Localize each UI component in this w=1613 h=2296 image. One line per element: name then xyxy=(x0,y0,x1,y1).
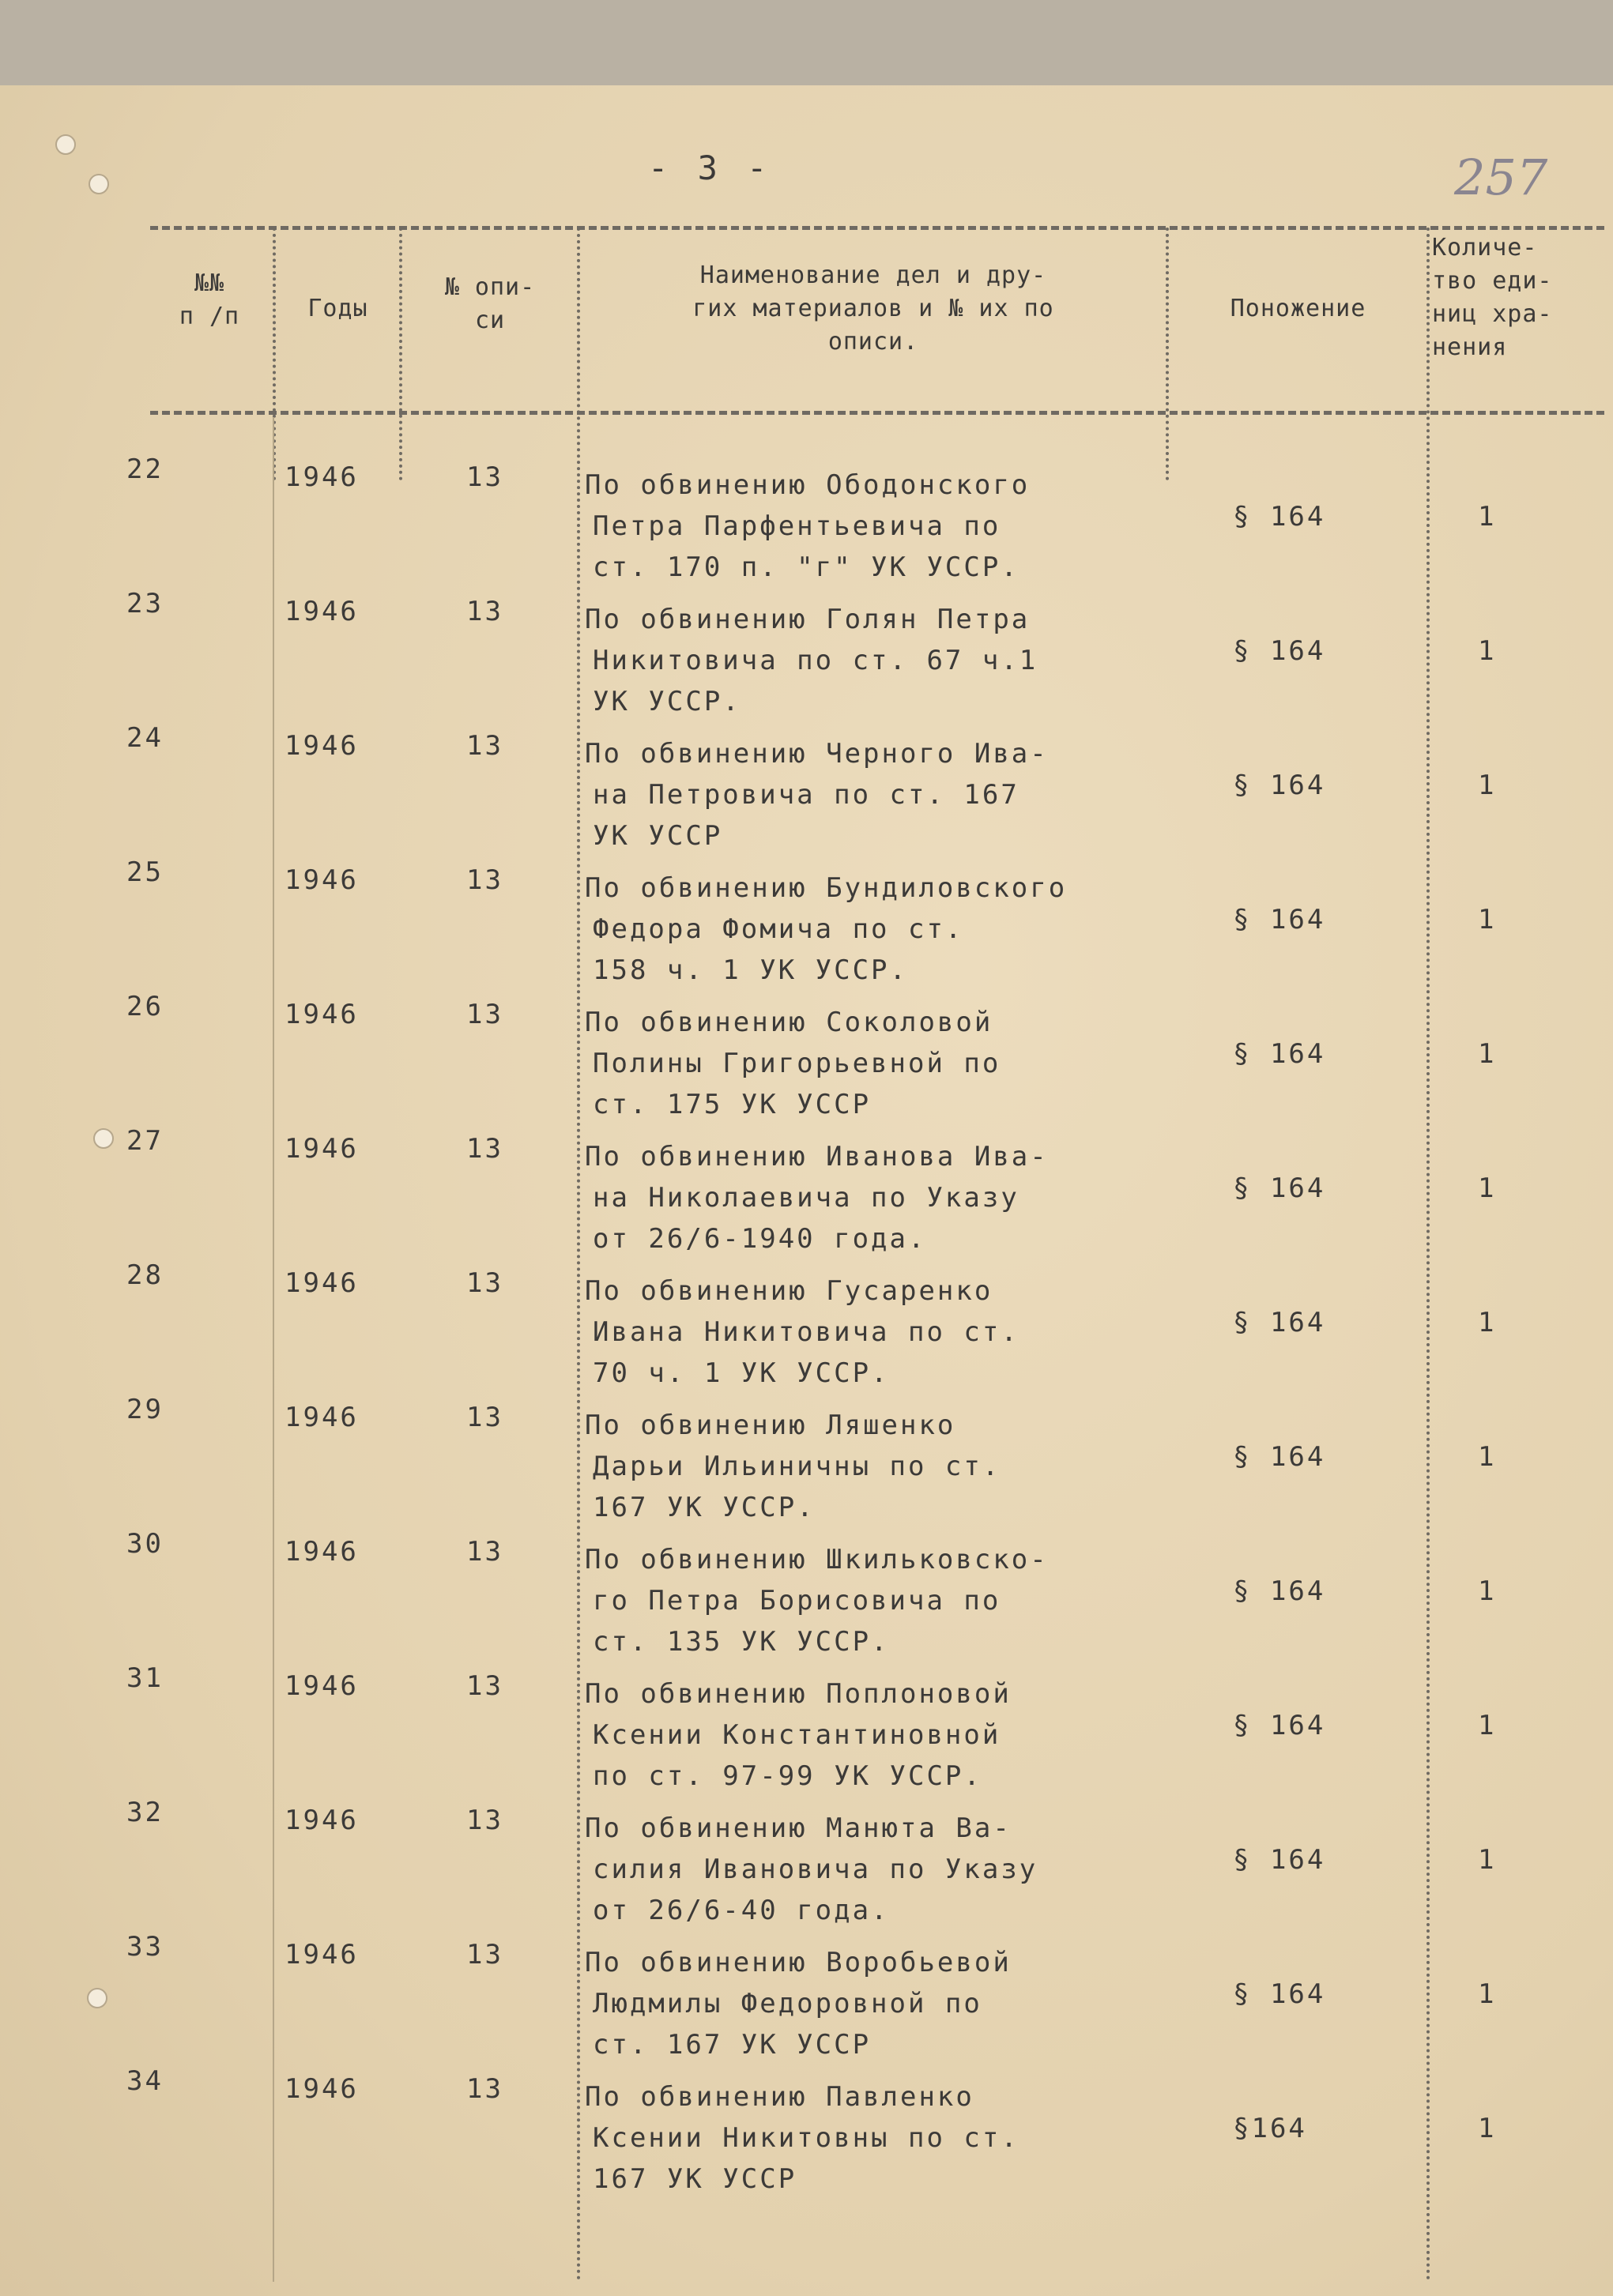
row-note: § 164 xyxy=(1233,1710,1326,1741)
row-title-line: УК УССР. xyxy=(593,686,741,717)
row-number: 22 xyxy=(126,454,164,485)
row-title-line: Ивана Никитовича по ст. xyxy=(593,1316,1019,1348)
row-year: 1946 xyxy=(285,999,359,1030)
header-num: №№ п /п xyxy=(179,269,240,330)
row-quantity: 1 xyxy=(1478,1844,1497,1876)
row-inventory: 13 xyxy=(466,1805,503,1836)
row-number: 34 xyxy=(126,2065,164,2097)
row-quantity: 1 xyxy=(1478,1575,1497,1607)
background-edge xyxy=(0,0,1613,95)
row-inventory: 13 xyxy=(466,1536,503,1568)
row-quantity: 1 xyxy=(1478,2113,1497,2144)
row-inventory: 13 xyxy=(466,1267,503,1299)
row-note: § 164 xyxy=(1233,1978,1326,2010)
column-divider xyxy=(399,228,402,480)
row-note: § 164 xyxy=(1233,1575,1326,1607)
row-title-line: По обвинению Ободонского xyxy=(585,469,1031,501)
header-years: Годы xyxy=(307,295,368,322)
row-title-line: от 26/6-1940 года. xyxy=(593,1223,927,1255)
row-title-line: По обвинению Воробьевой xyxy=(585,1947,1012,1978)
row-title-line: по ст. 97-99 УК УССР. xyxy=(593,1760,982,1792)
row-title xyxy=(577,733,1178,856)
column-divider xyxy=(273,417,274,2282)
row-quantity: 1 xyxy=(1478,501,1497,533)
row-title-line: Полины Григорьевной по xyxy=(593,1048,1001,1079)
row-title xyxy=(577,1942,1178,2065)
row-title-line: ст. 167 УК УССР xyxy=(593,2029,872,2061)
row-title-line: Дарьи Ильиничны по ст. xyxy=(593,1451,1001,1482)
row-quantity: 1 xyxy=(1478,904,1497,935)
row-year: 1946 xyxy=(285,1939,359,1970)
row-note: §164 xyxy=(1233,2113,1307,2144)
row-number: 28 xyxy=(126,1259,164,1291)
row-title-line: По обвинению Манюта Ва- xyxy=(585,1812,1012,1844)
row-year: 1946 xyxy=(285,596,359,627)
row-year: 1946 xyxy=(285,461,359,493)
row-inventory: 13 xyxy=(466,1670,503,1702)
row-title-line: По обвинению Соколовой xyxy=(585,1007,993,1038)
row-title xyxy=(577,1270,1178,1394)
row-title-line: Ксении Константиновной xyxy=(593,1719,1001,1751)
row-quantity: 1 xyxy=(1478,1978,1497,2010)
row-title-line: УК УССР xyxy=(593,820,723,852)
header-bottom-rule xyxy=(150,411,1604,415)
row-note: § 164 xyxy=(1233,501,1326,533)
row-title xyxy=(577,1808,1178,1931)
row-note: § 164 xyxy=(1233,635,1326,667)
handwritten-archive-mark: 257 xyxy=(1454,149,1548,206)
row-number: 32 xyxy=(126,1797,164,1828)
header-quantity: Количе- тво еди- ниц хра- нения xyxy=(1432,234,1553,361)
row-title-line: ст. 135 УК УССР. xyxy=(593,1626,890,1658)
row-title-line: 70 ч. 1 УК УССР. xyxy=(593,1357,890,1389)
row-title xyxy=(577,1673,1178,1797)
row-inventory: 13 xyxy=(466,730,503,762)
row-note: § 164 xyxy=(1233,904,1326,935)
row-number: 29 xyxy=(126,1394,164,1425)
row-inventory: 13 xyxy=(466,999,503,1030)
row-title-line: го Петра Борисовича по xyxy=(593,1585,1001,1617)
row-number: 26 xyxy=(126,991,164,1022)
punch-hole xyxy=(89,174,109,194)
punch-hole xyxy=(55,134,76,155)
row-title-line: По обвинению Бундиловского xyxy=(585,872,1068,904)
row-title xyxy=(577,1002,1178,1125)
row-title-line: 158 ч. 1 УК УССР. xyxy=(593,954,908,986)
row-quantity: 1 xyxy=(1478,1172,1497,1204)
row-title-line: По обвинению Гусаренко xyxy=(585,1275,993,1307)
row-inventory: 13 xyxy=(466,596,503,627)
row-title xyxy=(577,1136,1178,1259)
header-top-rule xyxy=(150,226,1604,230)
row-title-line: Петра Парфентьевича по xyxy=(593,510,1001,542)
row-title-line: По обвинению Иванова Ива- xyxy=(585,1141,1049,1172)
row-number: 24 xyxy=(126,722,164,754)
punch-hole xyxy=(87,1988,107,2008)
row-note: § 164 xyxy=(1233,1844,1326,1876)
row-title xyxy=(577,599,1178,722)
row-year: 1946 xyxy=(285,1536,359,1568)
row-title-line: По обвинению Ляшенко xyxy=(585,1410,956,1441)
row-year: 1946 xyxy=(285,2073,359,2105)
row-title-line: По обвинению Поплоновой xyxy=(585,1678,1012,1710)
punch-hole xyxy=(93,1128,114,1149)
header-note: Поножение xyxy=(1230,295,1366,322)
row-title-line: Ксении Никитовны по ст. xyxy=(593,2122,1019,2154)
row-title-line: на Петровича по ст. 167 xyxy=(593,779,1019,811)
row-year: 1946 xyxy=(285,730,359,762)
row-quantity: 1 xyxy=(1478,1710,1497,1741)
row-year: 1946 xyxy=(285,1402,359,1433)
row-inventory: 13 xyxy=(466,1939,503,1970)
row-quantity: 1 xyxy=(1478,1038,1497,1070)
row-note: § 164 xyxy=(1233,1038,1326,1070)
row-title-line: 167 УК УССР. xyxy=(593,1492,816,1523)
row-title xyxy=(577,1405,1178,1528)
row-title xyxy=(577,465,1178,588)
header-title: Наименование дел и дру- гих материалов и № их по описи. xyxy=(692,262,1054,356)
header-inventory: № опи- си xyxy=(444,273,536,334)
page-number: - 3 - xyxy=(648,149,772,187)
row-title-line: По обвинению Павленко xyxy=(585,2081,974,2113)
row-year: 1946 xyxy=(285,1670,359,1702)
row-number: 33 xyxy=(126,1931,164,1963)
row-title-line: По обвинению Голян Петра xyxy=(585,604,1031,635)
row-title-line: от 26/6-40 года. xyxy=(593,1895,890,1926)
row-quantity: 1 xyxy=(1478,1441,1497,1473)
row-note: § 164 xyxy=(1233,1172,1326,1204)
row-title-line: Людмилы Федоровной по xyxy=(593,1988,982,2019)
column-divider xyxy=(1166,228,1169,480)
row-note: § 164 xyxy=(1233,770,1326,801)
row-title-line: Федора Фомича по ст. xyxy=(593,913,964,945)
row-inventory: 13 xyxy=(466,461,503,493)
row-number: 27 xyxy=(126,1125,164,1157)
row-quantity: 1 xyxy=(1478,1307,1497,1338)
row-title-line: силия Ивановича по Указу xyxy=(593,1854,1038,1885)
row-year: 1946 xyxy=(285,1133,359,1165)
row-title xyxy=(577,2076,1178,2200)
row-year: 1946 xyxy=(285,1805,359,1836)
row-number: 30 xyxy=(126,1528,164,1560)
row-title-line: По обвинению Черного Ива- xyxy=(585,738,1049,770)
row-quantity: 1 xyxy=(1478,770,1497,801)
row-title-line: на Николаевича по Указу xyxy=(593,1182,1019,1214)
row-inventory: 13 xyxy=(466,864,503,896)
row-title-line: 167 УК УССР xyxy=(593,2163,797,2195)
row-title-line: ст. 175 УК УССР xyxy=(593,1089,872,1120)
row-year: 1946 xyxy=(285,1267,359,1299)
row-number: 31 xyxy=(126,1662,164,1694)
row-title-line: ст. 170 п. "г" УК УССР. xyxy=(593,551,1019,583)
row-year: 1946 xyxy=(285,864,359,896)
row-title-line: Никитовича по ст. 67 ч.1 xyxy=(593,645,1038,676)
row-number: 25 xyxy=(126,856,164,888)
row-title xyxy=(577,868,1178,991)
row-inventory: 13 xyxy=(466,1402,503,1433)
row-title-line: По обвинению Шкильковско- xyxy=(585,1544,1049,1575)
row-title xyxy=(577,1539,1178,1662)
row-quantity: 1 xyxy=(1478,635,1497,667)
row-note: § 164 xyxy=(1233,1307,1326,1338)
row-inventory: 13 xyxy=(466,1133,503,1165)
row-inventory: 13 xyxy=(466,2073,503,2105)
row-note: § 164 xyxy=(1233,1441,1326,1473)
column-divider xyxy=(1426,228,1430,2282)
row-number: 23 xyxy=(126,588,164,619)
